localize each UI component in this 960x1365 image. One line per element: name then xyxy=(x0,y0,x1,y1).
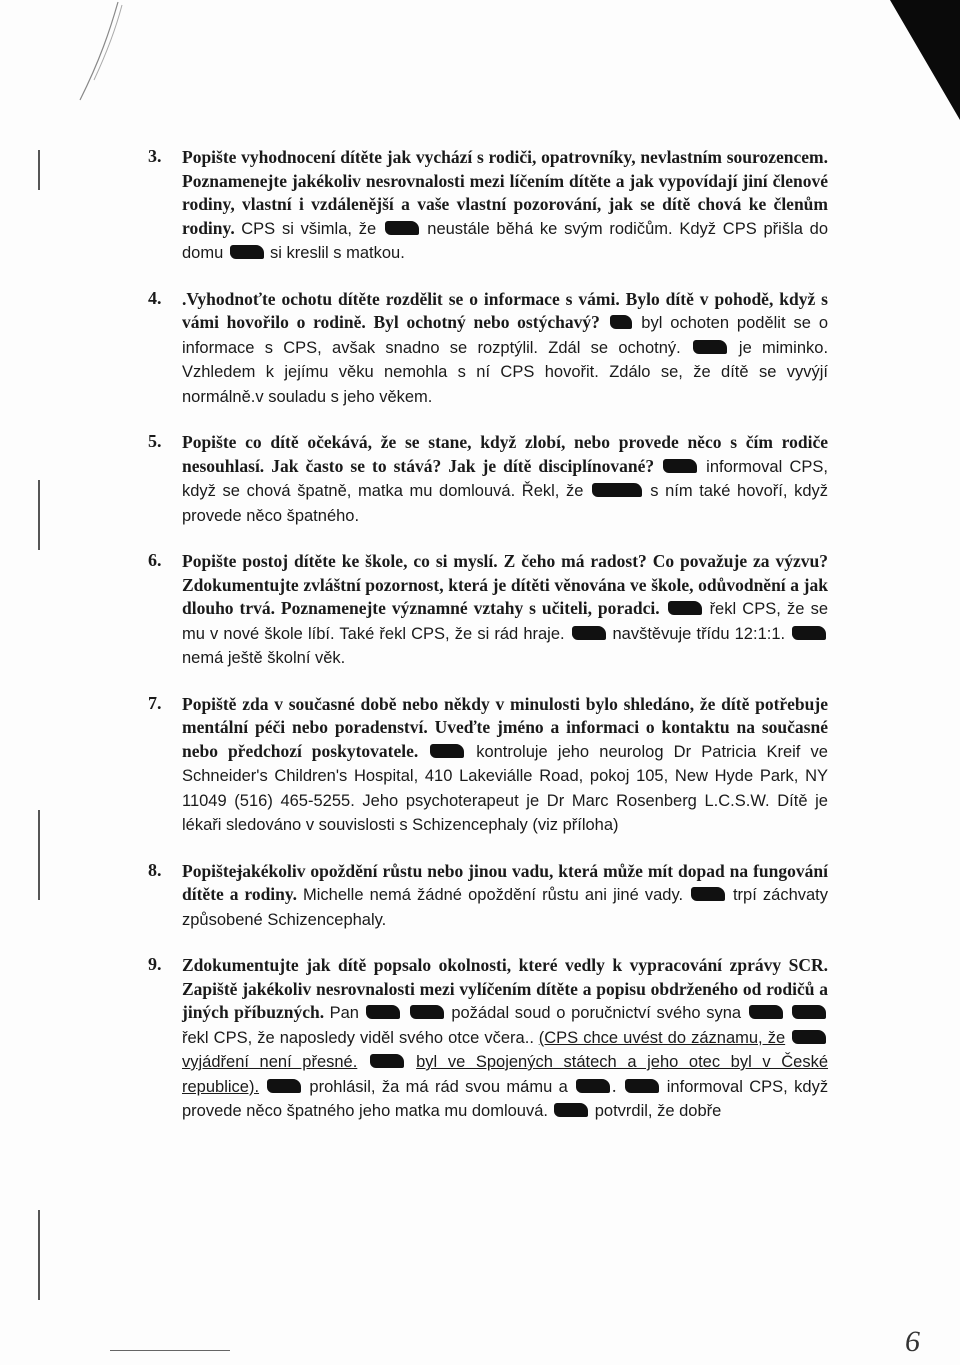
redaction-mark xyxy=(592,483,642,497)
question-text: Popište xyxy=(182,860,237,881)
redaction-mark xyxy=(691,887,725,901)
redaction-mark xyxy=(572,626,606,640)
document-body xyxy=(148,146,828,1146)
answer-text: Pan xyxy=(329,1004,359,1022)
redaction-mark xyxy=(410,1005,444,1019)
answer-text: s ním také hovoří, když provede něco špatného. xyxy=(182,482,828,525)
section-number: 8. xyxy=(148,859,162,880)
answer-text: prohlásil, ža má rád svou mámu a xyxy=(309,1077,568,1096)
redaction-mark xyxy=(792,1030,826,1044)
answer-text: je miminko. Vzhledem k jejímu věku nemohla s ní CPS hovořit. Zdálo se, že dítě se vyvýjí normálně.v souladu s jeho věkem. xyxy=(182,338,829,406)
bottom-scan-line xyxy=(110,1350,230,1351)
section-number: 6. xyxy=(148,550,162,570)
redaction-mark xyxy=(668,601,702,615)
section-number: 5. xyxy=(148,431,162,451)
section-7 xyxy=(148,693,828,838)
redaction-mark xyxy=(554,1103,588,1117)
section-number: 9. xyxy=(148,954,162,974)
question-text: .Vyhodnoťte ochotu dítěte rozdělit se o informace s vámi. Bylo dítě v pohodě, když s vámi hovořilo o rodině. Byl ochotný nebo ostýchavý? xyxy=(182,288,828,332)
punch-mark xyxy=(38,480,40,550)
punch-mark xyxy=(38,150,40,190)
punch-mark xyxy=(38,1210,40,1300)
question-text: akékoliv opoždění růstu nebo jinou vadu, která může mít dopad na fungování dítěte a rodiny. xyxy=(182,860,828,904)
section-number: 7. xyxy=(148,692,162,713)
underlined-note: vyjádření není přesné. xyxy=(182,1053,358,1071)
question-text: Zdokumentujte jak dítě popsalo okolnosti, které vedly k vypracování zprávy SCR. Zapiště jakékoliv nesrovnalosti mezi vylíčením dítěte a popisu obdrženého od rodičů a jiných příbuzných. xyxy=(182,955,828,1022)
redaction-mark xyxy=(230,245,264,259)
answer-text: si kreslil s matkou. xyxy=(270,244,405,262)
redaction-mark xyxy=(267,1079,301,1093)
answer-text: trpí záchvaty způsobené Schizencephaly. xyxy=(182,886,829,929)
redaction-mark xyxy=(693,340,727,354)
underlined-note: byl ve Spojených státech a jeho otec byl v České republice). xyxy=(182,1053,829,1096)
question-text: Popište co dítě očekává, že se stane, když zlobí, nebo provede něco s čím rodiče nesouhlasí. Jak často se to stává? Jak je dítě disciplínované? xyxy=(182,432,828,476)
answer-text: CPS si všimla, že xyxy=(241,219,377,238)
redaction-mark xyxy=(663,459,697,473)
answer-text: informoval CPS, když provede něco špatného jeho matka mu domlouvá. xyxy=(182,1077,829,1120)
redaction-mark xyxy=(792,626,826,640)
question-text: Popište vyhodnocení dítěte jak vychází s rodiči, opatrovníky, nevlastním sourozencem. Poznamenejte jakékoliv nesrovnalosti mezi líčením dítěte a jak vypovídají jiní členové rodiny, vlastní i vzdálenější a vaše vlastní pozorování, jak se dítě chová ke členům rodiny. xyxy=(182,147,828,238)
answer-text: navštěvuje třídu 12:1:1. xyxy=(612,624,786,643)
answer-text: požádal soud o poručnictví svého syna xyxy=(451,1004,742,1022)
section-9: 9. Zdokumentujte jak dítě popsalo okolnosti, které vedly k vypracování zprávy SCR. Zapiště jakékoliv nesrovnalosti mezi vylíčením dítěte a popisu obdrženého od rodičů a jiných příbuzných. Pan požádal soud o poručnictví svého syna řekl CPS, že naposledy viděl svého otce včera.. (CPS chce uvést do záznamu, že vyjádření není přesné. byl ve Spojených státech a jeho otec byl v České republice). prohlásil, ža má rád svou mámu a . informoval CPS, když provede něco špatného jeho matka mu domlouvá. potvrdil, že dobře xyxy=(148,954,829,1120)
answer-text: Michelle nemá žádné opoždění růstu ani jiné vady. xyxy=(302,886,684,904)
underlined-note: (CPS chce uvést do záznamu, že xyxy=(538,1028,786,1047)
answer-text: nemá ještě školní věk. xyxy=(182,649,346,667)
redaction-mark xyxy=(610,315,632,329)
scan-scribble xyxy=(70,0,130,110)
punch-mark xyxy=(38,810,40,900)
answer-text: kontroluje jeho neurolog Dr Patricia Kreif ve Schneider's Children's Hospital, 410 Lakeviálle Road, pokoj 105, New Hyde Park, NY 11049 (516) 465-5255. Jeho psychoterapeut je Dr Marc Rosenberg L.C.S.W. Dítě je lékaři sledováno v souvislosti s Schizencephaly (viz příloha) xyxy=(182,742,828,834)
redaction-mark xyxy=(385,221,419,235)
redaction-mark xyxy=(370,1054,404,1068)
redaction-mark xyxy=(430,744,464,758)
redaction-mark xyxy=(749,1005,783,1019)
section-5 xyxy=(148,431,828,528)
scan-corner-mark xyxy=(890,0,960,120)
answer-text: řekl CPS, že se mu v nové škole líbí. Také řekl CPS, že si rád hraje. xyxy=(182,600,828,643)
section-number: 4. xyxy=(148,287,162,308)
answer-text: potvrdil, že dobře xyxy=(594,1102,722,1120)
section-8 xyxy=(148,860,828,933)
section-6 xyxy=(148,550,828,671)
section-3 xyxy=(148,146,828,266)
handwritten-mark: 6 xyxy=(905,1325,920,1358)
answer-text: byl ochoten podělit se o informace s CPS, avšak snadno se rozptýlil. Zdál se ochotný. xyxy=(182,314,829,357)
redaction-mark xyxy=(792,1005,826,1019)
redaction-mark xyxy=(625,1079,659,1093)
redaction-mark xyxy=(576,1079,610,1093)
answer-text: neustále běhá ke svým rodičům. Když CPS přišla do domu xyxy=(182,219,829,262)
redaction-mark xyxy=(366,1005,400,1019)
question-text: Popiště zda v současné době nebo někdy v minulosti bylo shledáno, že dítě potřebuje mentální péči nebo poradenství. Uveďte jméno a informaci o kontaktu na současné nebo předchozí poskytovatele. xyxy=(182,693,828,761)
struck-letter: j xyxy=(236,860,243,881)
question-text: Popište postoj dítěte ke škole, co si myslí. Z čeho má radost? Co považuje za výzvu? Zdokumentujte zvláštní pozornost, která je dítěti věnována ve škole, odůvodnění a jak dlouho trvá. Poznamenejte významné vztahy s učiteli, poradci. xyxy=(182,551,828,618)
answer-text: informoval CPS, když se chová špatně, matka mu domlouvá. Řekl, že xyxy=(182,457,829,500)
answer-text: řekl CPS, že naposledy viděl svého otce včera.. xyxy=(182,1028,534,1047)
section-number: 3. xyxy=(148,146,162,166)
section-4 xyxy=(148,288,828,410)
